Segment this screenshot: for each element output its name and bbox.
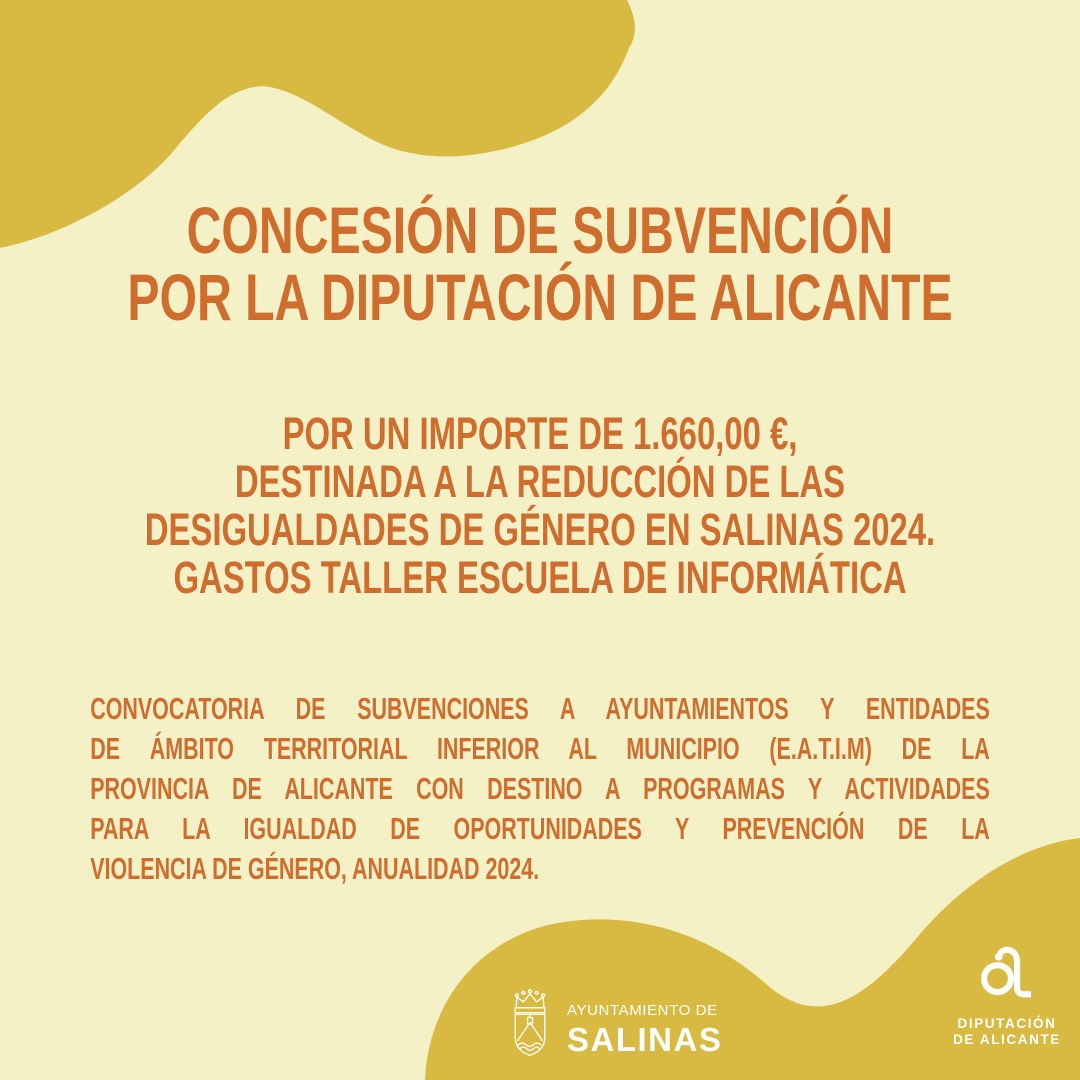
diputacion-logo — [925, 940, 1080, 1060]
salinas-wordmark — [567, 1002, 722, 1059]
amount-line: DESIGUALDADES DE GÉNERO EN SALINAS 2024. — [144, 504, 936, 555]
salinas-big-label: SALINAS — [567, 1021, 723, 1058]
amount-line: GASTOS TALLER ESCUELA DE INFORMÁTICA — [173, 552, 907, 603]
main-title-line1: CONCESIÓN DE SUBVENCIÓN — [186, 193, 894, 267]
diputacion-wordmark — [925, 1016, 1080, 1048]
main-title — [7, 193, 1073, 334]
diputacion-monogram-icon — [979, 940, 1035, 1006]
convocatoria-paragraph — [90, 689, 990, 889]
diputacion-line2: DE ALICANTE — [953, 1032, 1061, 1047]
salinas-small-label: AYUNTAMIENTO DE — [567, 1002, 718, 1019]
paragraph-line: CONVOCATORIA DE SUBVENCIONES A AYUNTAMIENTOS Y ENTIDADES — [90, 691, 990, 726]
amount-line: POR UN IMPORTE DE 1.660,00 €, — [282, 408, 798, 459]
diputacion-line1: DIPUTACIÓN — [957, 1016, 1057, 1031]
paragraph-line: PARA LA IGUALDAD DE OPORTUNIDADES Y PREVENCIÓN DE LA — [90, 811, 990, 846]
amount-subtitle — [7, 410, 1073, 602]
paragraph-line: PROVINCIA DE ALICANTE CON DESTINO A PROGRAMAS Y ACTIVIDADES — [90, 771, 990, 806]
salinas-logo — [505, 988, 735, 1068]
amount-line: DESTINADA A LA REDUCCIÓN DE LAS — [234, 456, 846, 507]
paragraph-line: DE ÁMBITO TERRITORIAL INFERIOR AL MUNICIPIO (E.A.T.I.M) DE LA — [90, 731, 990, 766]
paragraph-line: VIOLENCIA DE GÉNERO, ANUALIDAD 2024. — [90, 851, 540, 886]
salinas-coat-of-arms-icon — [505, 988, 555, 1066]
main-title-line2: POR LA DIPUTACIÓN DE ALICANTE — [127, 260, 953, 334]
